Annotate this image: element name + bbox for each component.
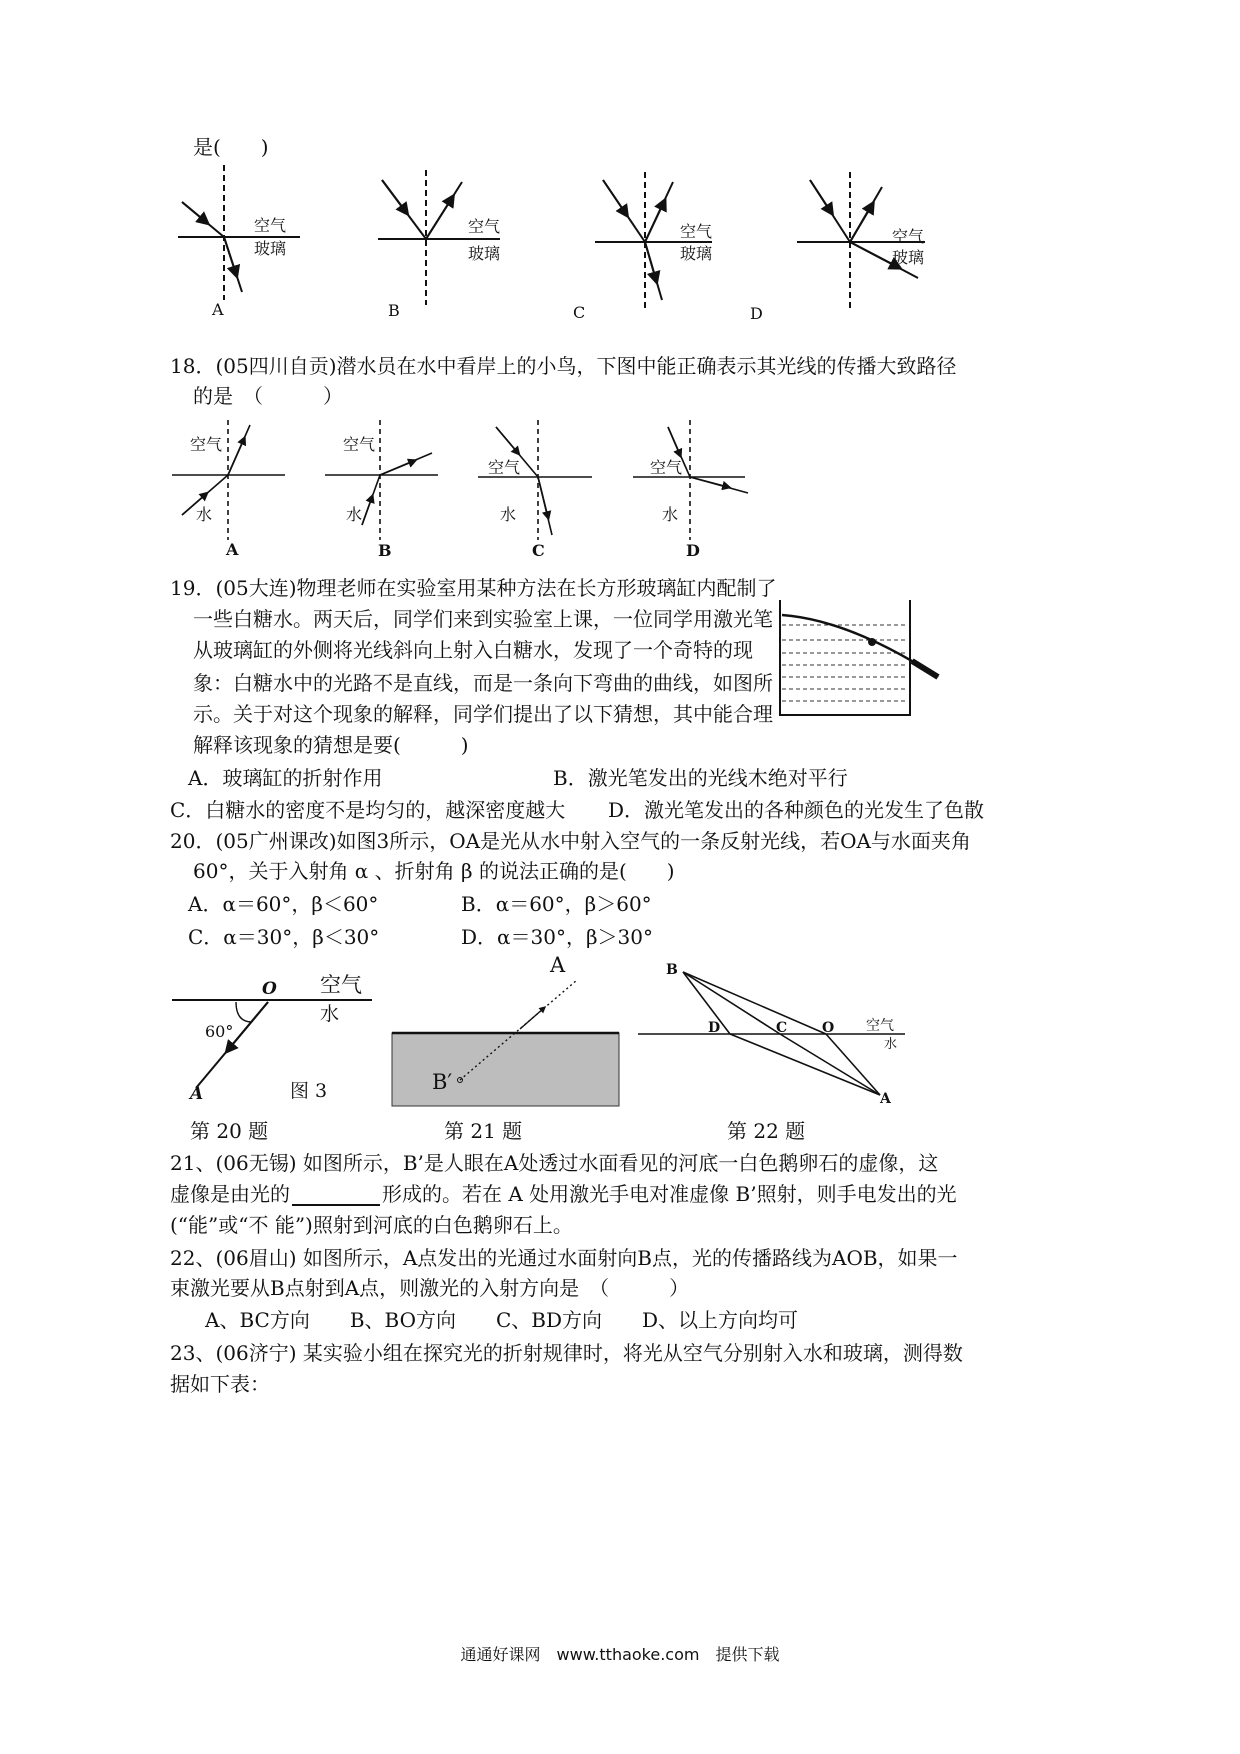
fig20-air: 空气: [320, 973, 362, 997]
fig22-water: 水: [884, 1037, 898, 1052]
fig21-caption: 第 21 题: [444, 1119, 523, 1143]
q18-line1: 18．(05四川自贡)潜水员在水中看岸上的小鸟，下图中能正确表示其光线的传播大致路径: [170, 354, 957, 378]
q19-line1: 19．(05大连)物理老师在实验室用某种方法在长方形玻璃缸内配制了: [170, 576, 777, 600]
q17-d-glass-label: 玻璃: [892, 248, 925, 267]
q18-b-air: 空气: [343, 435, 376, 454]
q17-a-glass-label: 玻璃: [254, 239, 287, 258]
q18-d-air: 空气: [650, 458, 683, 477]
q20-line1: 20．(05广州课改)如图3所示，OA是光从水中射入空气的一条反射光线，若OA与水面夹角: [170, 829, 971, 853]
q19-line3: 从玻璃缸的外侧将光线斜向上射入白糖水，发现了一个奇特的现: [193, 638, 753, 662]
q18-c-water: 水: [500, 505, 517, 524]
q18-option-a: A: [226, 540, 239, 559]
q21-line2-part-b: 形成的。若在 A 处用激光手电对准虚像 B’照射，则手电发出的光: [382, 1182, 957, 1206]
fig21-point-a: A: [550, 953, 566, 977]
fig22-caption: 第 22 题: [727, 1119, 806, 1143]
q17-option-a: A: [212, 300, 224, 319]
q17-a-air-label: 空气: [254, 216, 287, 235]
q21-line3: (“能”或“不 能”)照射到河底的白色鹅卵石上。: [170, 1213, 573, 1237]
fig20-angle: 60°: [205, 1022, 234, 1041]
page-footer: 通通好课网 www.tthaoke.com 提供下载: [460, 1645, 780, 1664]
fig22-point-b: B: [666, 962, 678, 978]
q20-option-c: C．α＝30°，β＜30°: [188, 925, 380, 949]
q18-a-air: 空气: [190, 435, 223, 454]
q18-b-water: 水: [346, 505, 363, 524]
q17-c-glass-label: 玻璃: [680, 244, 713, 263]
q22-line2: 束激光要从B点射到A点，则激光的入射方向是 （ ）: [170, 1276, 690, 1300]
q20-option-b: B．α＝60°，β＞60°: [461, 892, 652, 916]
q22-options: A、BC方向 B、BO方向 C、BD方向 D、以上方向均可: [205, 1308, 799, 1332]
q17-diagrams: [0, 0, 1240, 340]
q18-c-air: 空气: [488, 458, 521, 477]
fig20-caption: 第 20 题: [190, 1119, 269, 1143]
q18-d-water: 水: [662, 505, 679, 524]
q18-diagrams: [0, 415, 1240, 585]
q20-option-d: D．α＝30°，β＞30°: [461, 925, 654, 949]
q20-line2: 60°，关于入射角 α 、折射角 β 的说法正确的是( ): [193, 859, 675, 883]
q19-option-c: C．白糖水的密度不是均匀的，越深密度越大: [170, 798, 566, 822]
figures-20-22: [0, 950, 1240, 1120]
q19-line2: 一些白糖水。两天后，同学们来到实验室上课，一位同学用激光笔: [193, 607, 773, 631]
fig21-point-b: B′: [432, 1070, 453, 1094]
q20-option-a: A．α＝60°，β＜60°: [188, 892, 379, 916]
fig20-point-o: O: [262, 979, 277, 999]
q18-option-d: D: [686, 541, 700, 560]
fig22-point-d: D: [708, 1020, 721, 1036]
q17-d-air-label: 空气: [892, 227, 925, 246]
fig20-water: 水: [320, 1003, 340, 1025]
q17-option-d: D: [750, 304, 763, 323]
q19-line6: 解释该现象的猜想是要( ): [193, 733, 469, 757]
q22-line1: 22、(06眉山) 如图所示，A点发出的光通过水面射向B点，光的传播路线为AOB，如果一: [170, 1246, 958, 1270]
fig20-point-a: A: [190, 1084, 204, 1104]
fig20-figure-number: 图 3: [290, 1080, 328, 1102]
q17-option-c: C: [573, 303, 586, 322]
fig22-point-a: A: [880, 1091, 891, 1107]
q17-b-air-label: 空气: [468, 217, 501, 236]
q17-tail: 是( ): [193, 135, 269, 159]
q19-line4: 象：白糖水中的光路不是直线，而是一条向下弯曲的曲线，如图所: [193, 671, 773, 695]
q21-line2-part-a: 虚像是由光的: [170, 1182, 290, 1206]
q19-option-d: D．激光笔发出的各种颜色的光发生了色散: [608, 798, 985, 822]
q18-line2: 的是 （ ）: [193, 384, 343, 408]
q23-line1: 23、(06济宁) 某实验小组在探究光的折射规律时，将光从空气分别射入水和玻璃，测得数: [170, 1341, 963, 1365]
q21-answer-blank[interactable]: [292, 1184, 380, 1206]
q17-b-glass-label: 玻璃: [468, 244, 501, 263]
q17-option-b: B: [388, 301, 400, 320]
fig22-point-c: C: [776, 1020, 788, 1036]
fig22-point-o: O: [822, 1020, 835, 1036]
q18-a-water: 水: [196, 505, 213, 524]
q23-line2: 据如下表：: [170, 1372, 270, 1396]
fig22-air: 空气: [866, 1018, 894, 1034]
q19-option-b: B．激光笔发出的光线木绝对平行: [553, 766, 848, 790]
q17-c-air-label: 空气: [680, 222, 713, 241]
q18-option-b: B: [378, 541, 392, 560]
q21-line2: [170, 1184, 957, 1206]
q21-line1: 21、(06无锡) 如图所示，B’是人眼在A处透过水面看见的河底一白色鹅卵石的虚像，这: [170, 1151, 939, 1175]
q19-line5: 示。关于对这个现象的解释，同学们提出了以下猜想，其中能合理: [193, 702, 773, 726]
q19-tank-figure: [770, 595, 945, 720]
q18-option-c: C: [532, 541, 545, 560]
q19-option-a: A．玻璃缸的折射作用: [188, 766, 383, 790]
